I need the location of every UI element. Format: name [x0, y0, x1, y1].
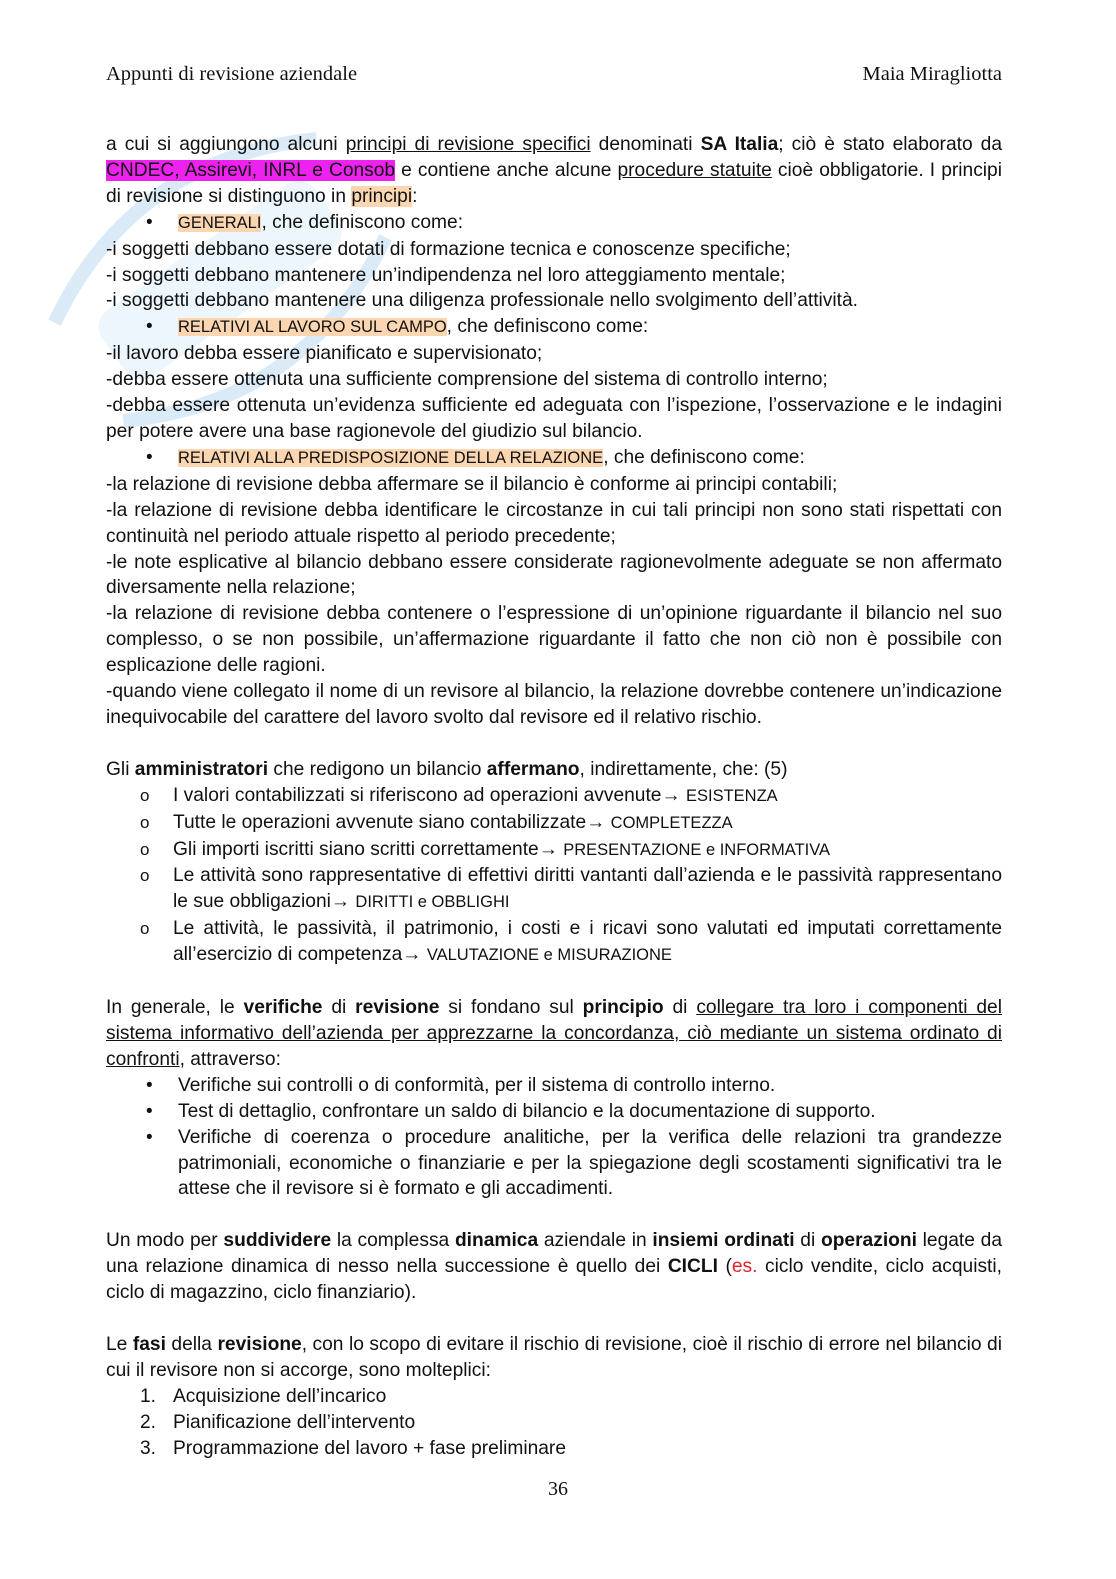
- list-item: • Test di dettaglio, confrontare un saldo di bilancio e la documentazione di supporto.: [106, 1099, 1002, 1125]
- campo-line: -il lavoro debba essere pianificato e supervisionato;: [106, 343, 543, 365]
- list-item: o I valori contabilizzati si riferiscono ad operazioni avvenute→ ESISTENZA: [106, 783, 1002, 810]
- fasi-paragraph: Le fasi della revisione, con lo scopo di evitare il rischio di revisione, cioè il rischio di errore nel bilancio di cui il revisore non si accorge, sono molteplici:: [106, 1334, 1002, 1381]
- list-item: o Tutte le operazioni avvenute siano contabilizzate→ COMPLETEZZA: [106, 810, 1002, 837]
- list-item: • RELATIVI ALLA PREDISPOSIZIONE DELLA RELAZIONE, che definiscono come:: [106, 445, 1002, 472]
- principi-campo-list: [106, 314, 1002, 341]
- arrow-icon: →: [402, 944, 427, 966]
- relazione-line: -la relazione di revisione debba affermare se il bilancio è conforme ai principi contabili;: [106, 473, 838, 495]
- list-item: o Le attività, le passività, il patrimonio, i costi e i ricavi sono valutati ed imputati correttamente all’esercizio di competenza→ VALUTAZIONE e MISURAZIONE: [106, 916, 1002, 969]
- intro-paragraph: a cui si aggiungono alcuni principi di revisione specifici denominati SA Italia; ciò è stato elaborato da CNDEC, Assirevi, INRL e Consob e contiene anche alcune procedure statuite cioè obbligatorie. I principi di revisione si distinguono in principi:: [106, 134, 1003, 207]
- highlight-organizations: CNDEC, Assirevi, INRL e Consob: [106, 159, 396, 181]
- header-author: Maia Miragliotta: [862, 63, 1002, 85]
- arrow-icon: →: [586, 811, 611, 833]
- generali-line: -i soggetti debbano essere dotati di formazione tecnica e conoscenze specifiche;: [106, 238, 791, 260]
- campo-line: -debba essere ottenuta un’evidenza sufficiente ed adeguata con l’ispezione, l’osservazione e le indagini per potere avere una base ragionevole del giudizio sul bilancio.: [106, 395, 1002, 442]
- generali-line: -i soggetti debbano mantenere un’indipendenza nel loro atteggiamento mentale;: [106, 264, 786, 286]
- list-item: o Le attività sono rappresentative di effettivi diritti vantanti dall’azienda e le passività rappresentano le sue obbligazioni→ DIRITTI e OBBLIGHI: [106, 863, 1002, 916]
- principi-relazione-list: [106, 445, 1002, 472]
- verifiche-list: [106, 1073, 1002, 1203]
- relazione-line: -la relazione di revisione debba contenere o l’espressione di un’opinione riguardante il bilancio nel suo complesso, o se non possibile, un’affermazione riguardante il fatto che non ciò non è possibile con esplicazione delle ragioni.: [106, 603, 1002, 677]
- list-item: 1. Acquisizione dell’incarico: [140, 1385, 387, 1407]
- arrow-icon: →: [661, 784, 686, 806]
- relazione-line: -le note esplicative al bilancio debbano essere considerate ragionevolmente adeguate se non affermato diversamente nella relazione;: [106, 551, 1002, 599]
- list-item: • GENERALI, che definiscono come:: [106, 210, 1002, 237]
- fasi-list: [106, 1384, 1002, 1462]
- list-item: o Gli importi iscritti siano scritti correttamente→ PRESENTAZIONE e INFORMATIVA: [106, 837, 1002, 864]
- relazione-line: -la relazione di revisione debba identificare le circostanze in cui tali principi non sono stati rispettati con continuità nel periodo attuale rispetto al periodo precedente;: [106, 499, 1002, 547]
- campo-line: -debba essere ottenuta una sufficiente comprensione del sistema di controllo interno;: [106, 369, 828, 391]
- list-item: 2. Pianificazione dell’intervento: [140, 1411, 416, 1433]
- assertions-list: [106, 783, 1002, 969]
- list-item: 3. Programmazione del lavoro + fase preliminare: [140, 1437, 566, 1459]
- principi-generali-list: [106, 210, 1002, 237]
- generali-line: -i soggetti debbano mantenere una diligenza professionale nello svolgimento dell’attività.: [106, 290, 858, 312]
- amministratori-paragraph: Gli amministratori che redigono un bilancio affermano, indirettamente, che: (5): [106, 758, 788, 780]
- arrow-icon: →: [330, 891, 356, 913]
- page-header: [106, 63, 1002, 97]
- relazione-line: -quando viene collegato il nome di un revisore al bilancio, la relazione dovrebbe contenere un’indicazione inequivocabile del carattere del lavoro svolto dal revisore ed il relativo rischio.: [106, 681, 1002, 728]
- list-item: • Verifiche di coerenza o procedure analitiche, per la verifica delle relazioni tra grandezze patrimoniali, economiche o finanziarie e per la spiegazione degli scostamenti significativi tra le attese che il revisore si è formato e gli accadimenti.: [106, 1125, 1002, 1203]
- page-number: 36: [548, 1478, 568, 1500]
- verifiche-paragraph: In generale, le verifiche di revisione si fondano sul principio di collegare tra loro i componenti del sistema informativo dell’azienda per apprezzarne la concordanza, ciò mediante un sistema ordinato di confronti, attraverso:: [106, 997, 1002, 1070]
- cicli-paragraph: Un modo per suddividere la complessa dinamica aziendale in insiemi ordinati di operazioni legate da una relazione dinamica di nesso nella successione è quello dei CICLI (es. ciclo vendite, ciclo acquisti, ciclo di magazzino, ciclo finanziario).: [106, 1230, 1002, 1304]
- list-item: • Verifiche sui controlli o di conformità, per il sistema di controllo interno.: [106, 1073, 1002, 1099]
- list-item: • RELATIVI AL LAVORO SUL CAMPO, che definiscono come:: [106, 314, 1002, 341]
- page-body: [106, 132, 1002, 1462]
- arrow-icon: →: [538, 838, 564, 860]
- header-title: Appunti di revisione aziendale: [106, 63, 358, 85]
